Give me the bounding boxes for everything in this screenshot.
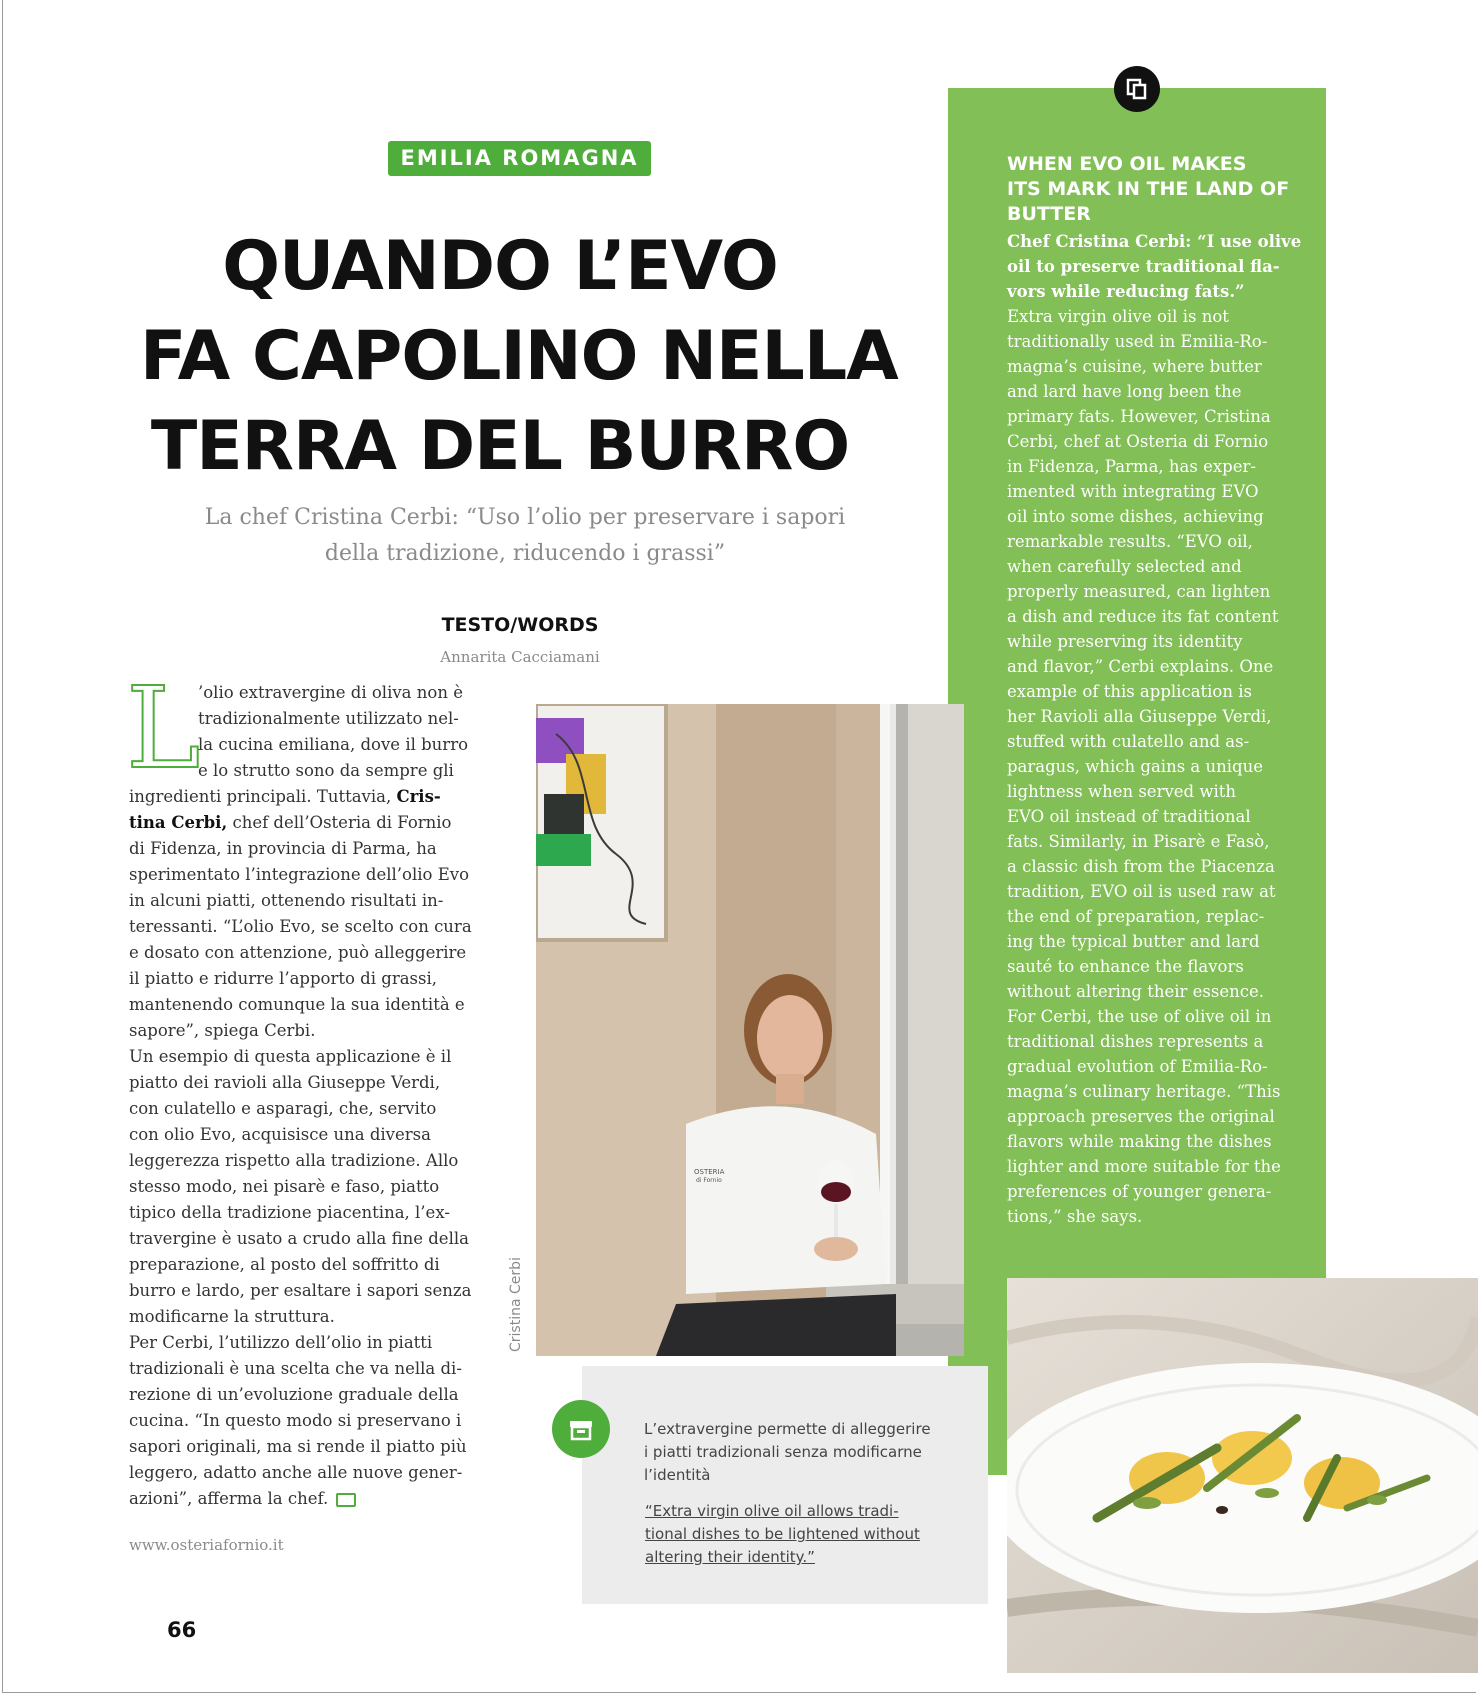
article-body	[129, 784, 479, 1512]
sidebar-title-line: WHEN EVO OIL MAKES	[1007, 153, 1247, 175]
article-line: il piatto e ridurre l’apporto di grassi,	[129, 969, 438, 988]
article-line: tradizionali è una scelta che va nella di-	[129, 1359, 462, 1378]
article-text: chef dell’Osteria di Fornio	[227, 813, 452, 832]
article-line: stesso modo, nei pisarè e faso, piatto	[129, 1177, 440, 1196]
article-line: di Fidenza, in provincia di Parma, ha	[129, 839, 437, 858]
sidebar-text-line: in Fidenza, Parma, has exper-	[1007, 457, 1256, 476]
sidebar-text-line: Cerbi, chef at Osteria di Fornio	[1007, 432, 1269, 451]
article-line: leggero, adatto anche alle nuove gener-	[129, 1463, 463, 1482]
sidebar-lead	[1007, 229, 1307, 304]
sidebar-text-line: primary fats. However, Cristina	[1007, 407, 1271, 426]
article-line: sapore”, spiega Cerbi.	[129, 1021, 316, 1040]
article-line: modificarne la struttura.	[129, 1307, 335, 1326]
article-line	[129, 810, 479, 836]
article-line	[129, 784, 479, 810]
subtitle-line: La chef Cristina Cerbi: “Uso l’olio per preservare i sapori	[204, 505, 846, 530]
sidebar-text-line: paragus, which gains a unique	[1007, 757, 1263, 776]
article-line: burro e lardo, per esaltare i sapori senza	[129, 1281, 472, 1300]
article-line: con olio Evo, acquisisce una diversa	[129, 1125, 431, 1144]
sidebar-lead-line: Chef Cristina Cerbi: “I use olive	[1007, 232, 1302, 251]
byline-name: Annarita Cacciamani	[440, 648, 600, 666]
article-line: la cucina emiliana, dove il burro	[198, 735, 469, 754]
ravioli-dish-photo	[1007, 1278, 1478, 1673]
sidebar-text-line: flavors while making the dishes	[1007, 1132, 1272, 1151]
sidebar-text-line: remarkable results. “EVO oil,	[1007, 532, 1253, 551]
apron-logo: OSTERIA	[694, 1168, 725, 1176]
sidebar-title-line: ITS MARK IN THE LAND OF	[1007, 178, 1290, 200]
region-tag: EMILIA ROMAGNA	[388, 141, 651, 176]
byline-label: TESTO/WORDS	[441, 614, 599, 636]
article-line: mantenendo comunque la sua identità e	[129, 995, 465, 1014]
subtitle	[170, 500, 880, 572]
website-link[interactable]: www.osteriafornio.it	[129, 1536, 284, 1554]
sidebar-text-line: while preserving its identity	[1007, 632, 1243, 651]
article-line: e dosato con attenzione, può alleggerire	[129, 943, 467, 962]
sidebar-text-line: and flavor,” Cerbi explains. One	[1007, 657, 1274, 676]
sidebar-text-line: Extra virgin olive oil is not	[1007, 307, 1229, 326]
sidebar-title	[1007, 152, 1307, 227]
sidebar-text-line: oil into some dishes, achieving	[1007, 507, 1264, 526]
article-line: preparazione, al posto del soffritto di	[129, 1255, 440, 1274]
article-line: e lo strutto sono da sempre gli	[198, 761, 454, 780]
article-line: leggerezza rispetto alla tradizione. Allo	[129, 1151, 459, 1170]
pull-quote-italian	[644, 1418, 944, 1487]
quote-line: L’extravergine permette di alleggerire	[644, 1420, 931, 1438]
sidebar-text-line: For Cerbi, the use of olive oil in	[1007, 1007, 1272, 1026]
sidebar-text-line: her Ravioli alla Giuseppe Verdi,	[1007, 707, 1272, 726]
sidebar-title-line: BUTTER	[1007, 203, 1091, 225]
pull-quote-english	[645, 1500, 945, 1569]
article-line: in alcuni piatti, ottenendo risultati in-	[129, 891, 444, 910]
page-number: 66	[167, 1618, 197, 1642]
sidebar-text-line: without altering their essence.	[1007, 982, 1264, 1001]
sidebar-text-line: the end of preparation, replac-	[1007, 907, 1265, 926]
end-of-article-icon	[336, 1493, 356, 1507]
sidebar-text-line: properly measured, can lighten	[1007, 582, 1271, 601]
sidebar-text-line: a dish and reduce its fat content	[1007, 607, 1279, 626]
sidebar-text-line: sauté to enhance the flavors	[1007, 957, 1244, 976]
article-line: tradizionalmente utilizzato nel-	[198, 709, 459, 728]
article-line: cucina. “In questo modo si preservano i	[129, 1411, 462, 1430]
sidebar-text-line: stuffed with culatello and as-	[1007, 732, 1250, 751]
sidebar-text-line: approach preserves the original	[1007, 1107, 1275, 1126]
subtitle-line: della tradizione, riducendo i grassi”	[324, 541, 726, 566]
sidebar-text-line: lighter and more suitable for the	[1007, 1157, 1281, 1176]
sidebar-text-line: when carefully selected and	[1007, 557, 1242, 576]
copy-pages-icon	[1114, 66, 1160, 112]
article-line: sapori originali, ma si rende il piatto più	[129, 1437, 467, 1456]
article-line: travergine è usato a crudo alla fine della	[129, 1229, 469, 1248]
tray-box-icon	[552, 1400, 610, 1458]
quote-line: i piatti tradizionali senza modificarne	[644, 1443, 922, 1461]
headline-line: QUANDO L’EVO	[222, 227, 778, 306]
sidebar-text-line: imented with integrating EVO	[1007, 482, 1259, 501]
sidebar-lead-line: vors while reducing fats.”	[1007, 282, 1245, 301]
sidebar-text-line: ing the typical butter and lard	[1007, 932, 1260, 951]
chef-photo	[536, 704, 964, 1356]
quote-line: l’identità	[644, 1466, 711, 1484]
sidebar-text-line: EVO oil instead of traditional	[1007, 807, 1251, 826]
article-line: tipico della tradizione piacentina, l’ex-	[129, 1203, 450, 1222]
sidebar-text-line: traditional dishes represents a	[1007, 1032, 1264, 1051]
sidebar-text-line: preferences of younger genera-	[1007, 1182, 1272, 1201]
sidebar-text-line: gradual evolution of Emilia-Ro-	[1007, 1057, 1268, 1076]
article-line: sperimentato l’integrazione dell’olio Evo	[129, 865, 470, 884]
chef-name-bold: tina Cerbi,	[129, 813, 228, 832]
article-line: teressanti. “L’olio Evo, se scelto con cura	[129, 917, 472, 936]
sidebar-text-line: magna’s culinary heritage. “This	[1007, 1082, 1281, 1101]
sidebar-text-line: tions,” she says.	[1007, 1207, 1143, 1226]
sidebar-lead-line: oil to preserve traditional fla-	[1007, 257, 1280, 276]
headline-line: FA CAPOLINO NELLA	[140, 317, 898, 396]
sidebar-text-line: example of this application is	[1007, 682, 1252, 701]
sidebar-text	[1007, 304, 1317, 1229]
photo-credit: Cristina Cerbi	[508, 1257, 524, 1352]
sidebar-text-line: lightness when served with	[1007, 782, 1237, 801]
article-line: Un esempio di questa applicazione è il	[129, 1047, 452, 1066]
article-line: con culatello e asparagi, che, servito	[129, 1099, 437, 1118]
article-intro	[198, 680, 548, 784]
sidebar-text-line: and lard have long been the	[1007, 382, 1242, 401]
headline-line: TERRA DEL BURRO	[150, 407, 850, 486]
sidebar-text-line: traditionally used in Emilia-Ro-	[1007, 332, 1268, 351]
quote-line: tional dishes to be lightened without	[645, 1525, 920, 1543]
article-text: ingredienti principali. Tuttavia,	[129, 787, 397, 806]
article-line	[129, 1486, 479, 1512]
drop-cap: L	[126, 664, 201, 794]
sidebar-text-line: magna’s cuisine, where butter	[1007, 357, 1262, 376]
sidebar-text-line: tradition, EVO oil is used raw at	[1007, 882, 1276, 901]
article-line: rezione di un’evoluzione graduale della	[129, 1385, 459, 1404]
sidebar-text-line: fats. Similarly, in Pisarè e Fasò,	[1007, 832, 1270, 851]
quote-line: “Extra virgin olive oil allows tradi-	[645, 1502, 899, 1520]
article-line: piatto dei ravioli alla Giuseppe Verdi,	[129, 1073, 441, 1092]
article-line: ’olio extravergine di oliva non è	[198, 683, 463, 702]
quote-line: altering their identity.”	[645, 1548, 815, 1566]
chef-name-bold: Cris-	[396, 787, 441, 806]
headline	[140, 222, 898, 492]
article-text: azioni”, afferma la chef.	[129, 1489, 329, 1508]
article-line: Per Cerbi, l’utilizzo dell’olio in piatti	[129, 1333, 433, 1352]
sidebar-text-line: a classic dish from the Piacenza	[1007, 857, 1275, 876]
apron-logo: di Fornio	[696, 1177, 722, 1184]
